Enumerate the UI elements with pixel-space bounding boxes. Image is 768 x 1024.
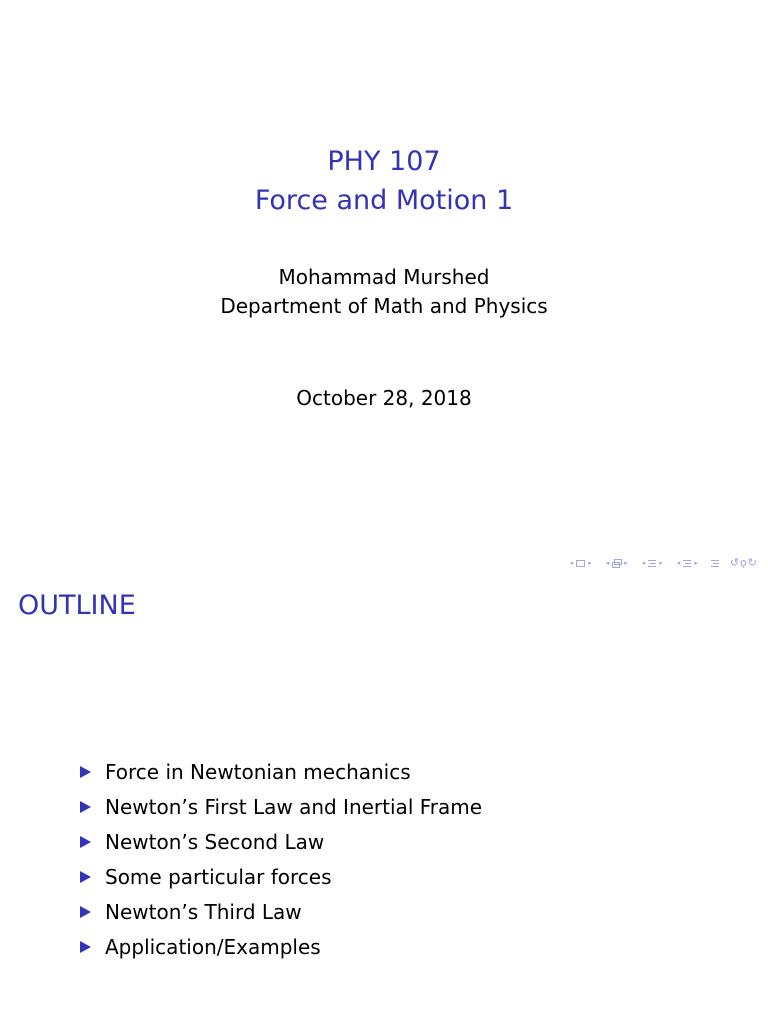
prev-arrow-icon[interactable]: ◂ <box>605 559 610 567</box>
outline-title: OUTLINE <box>18 590 136 621</box>
triangle-bullet-icon <box>80 906 91 918</box>
search-icon[interactable]: ↺ǫ↻ <box>729 556 758 569</box>
list-item <box>80 754 482 789</box>
list-item-text: Application/Examples <box>105 934 321 959</box>
next-arrow-icon[interactable]: ▸ <box>588 559 592 567</box>
outline-list <box>80 754 482 964</box>
prev-arrow-icon[interactable]: ◂ <box>676 559 681 567</box>
list-item-text: Newton’s Second Law <box>105 829 325 854</box>
outline-slide <box>0 576 768 1024</box>
triangle-bullet-icon <box>80 836 91 848</box>
next-arrow-icon[interactable]: ▸ <box>694 559 698 567</box>
department-name: Department of Math and Physics <box>220 294 548 318</box>
nav-frame-group[interactable] <box>568 555 594 571</box>
prev-arrow-icon[interactable]: ◂ <box>641 559 646 567</box>
section-icon[interactable] <box>683 560 691 567</box>
course-title: PHY 107 <box>327 146 441 177</box>
frame-icon[interactable] <box>576 560 585 567</box>
nav-align-group[interactable] <box>710 560 720 567</box>
triangle-bullet-icon <box>80 871 91 883</box>
nav-part-group[interactable] <box>675 555 700 571</box>
align-icon[interactable] <box>711 560 719 567</box>
list-item <box>80 894 482 929</box>
next-arrow-icon[interactable]: ▸ <box>659 559 663 567</box>
prev-arrow-icon[interactable]: ◂ <box>569 559 574 567</box>
list-item <box>80 789 482 824</box>
topic-title: Force and Motion 1 <box>254 185 514 216</box>
nav-subsection-group[interactable] <box>604 555 630 571</box>
triangle-bullet-icon <box>80 941 91 953</box>
list-item <box>80 859 482 894</box>
list-item-text: Newton’s First Law and Inertial Frame <box>105 794 483 819</box>
list-item <box>80 929 482 964</box>
nav-search-group[interactable] <box>730 555 758 571</box>
list-item <box>80 824 482 859</box>
presentation-date: October 28, 2018 <box>296 386 472 410</box>
subsection-icon[interactable] <box>612 559 621 567</box>
list-item-text: Newton’s Third Law <box>105 899 302 924</box>
next-arrow-icon[interactable]: ▸ <box>624 559 628 567</box>
list-item-text: Force in Newtonian mechanics <box>105 759 411 784</box>
list-item-text: Some particular forces <box>105 864 332 889</box>
author-name: Mohammad Murshed <box>278 265 490 289</box>
section-icon[interactable] <box>648 560 656 567</box>
triangle-bullet-icon <box>80 801 91 813</box>
triangle-bullet-icon <box>80 766 91 778</box>
beamer-navigation-bar <box>558 555 758 571</box>
nav-section-group[interactable] <box>640 555 665 571</box>
